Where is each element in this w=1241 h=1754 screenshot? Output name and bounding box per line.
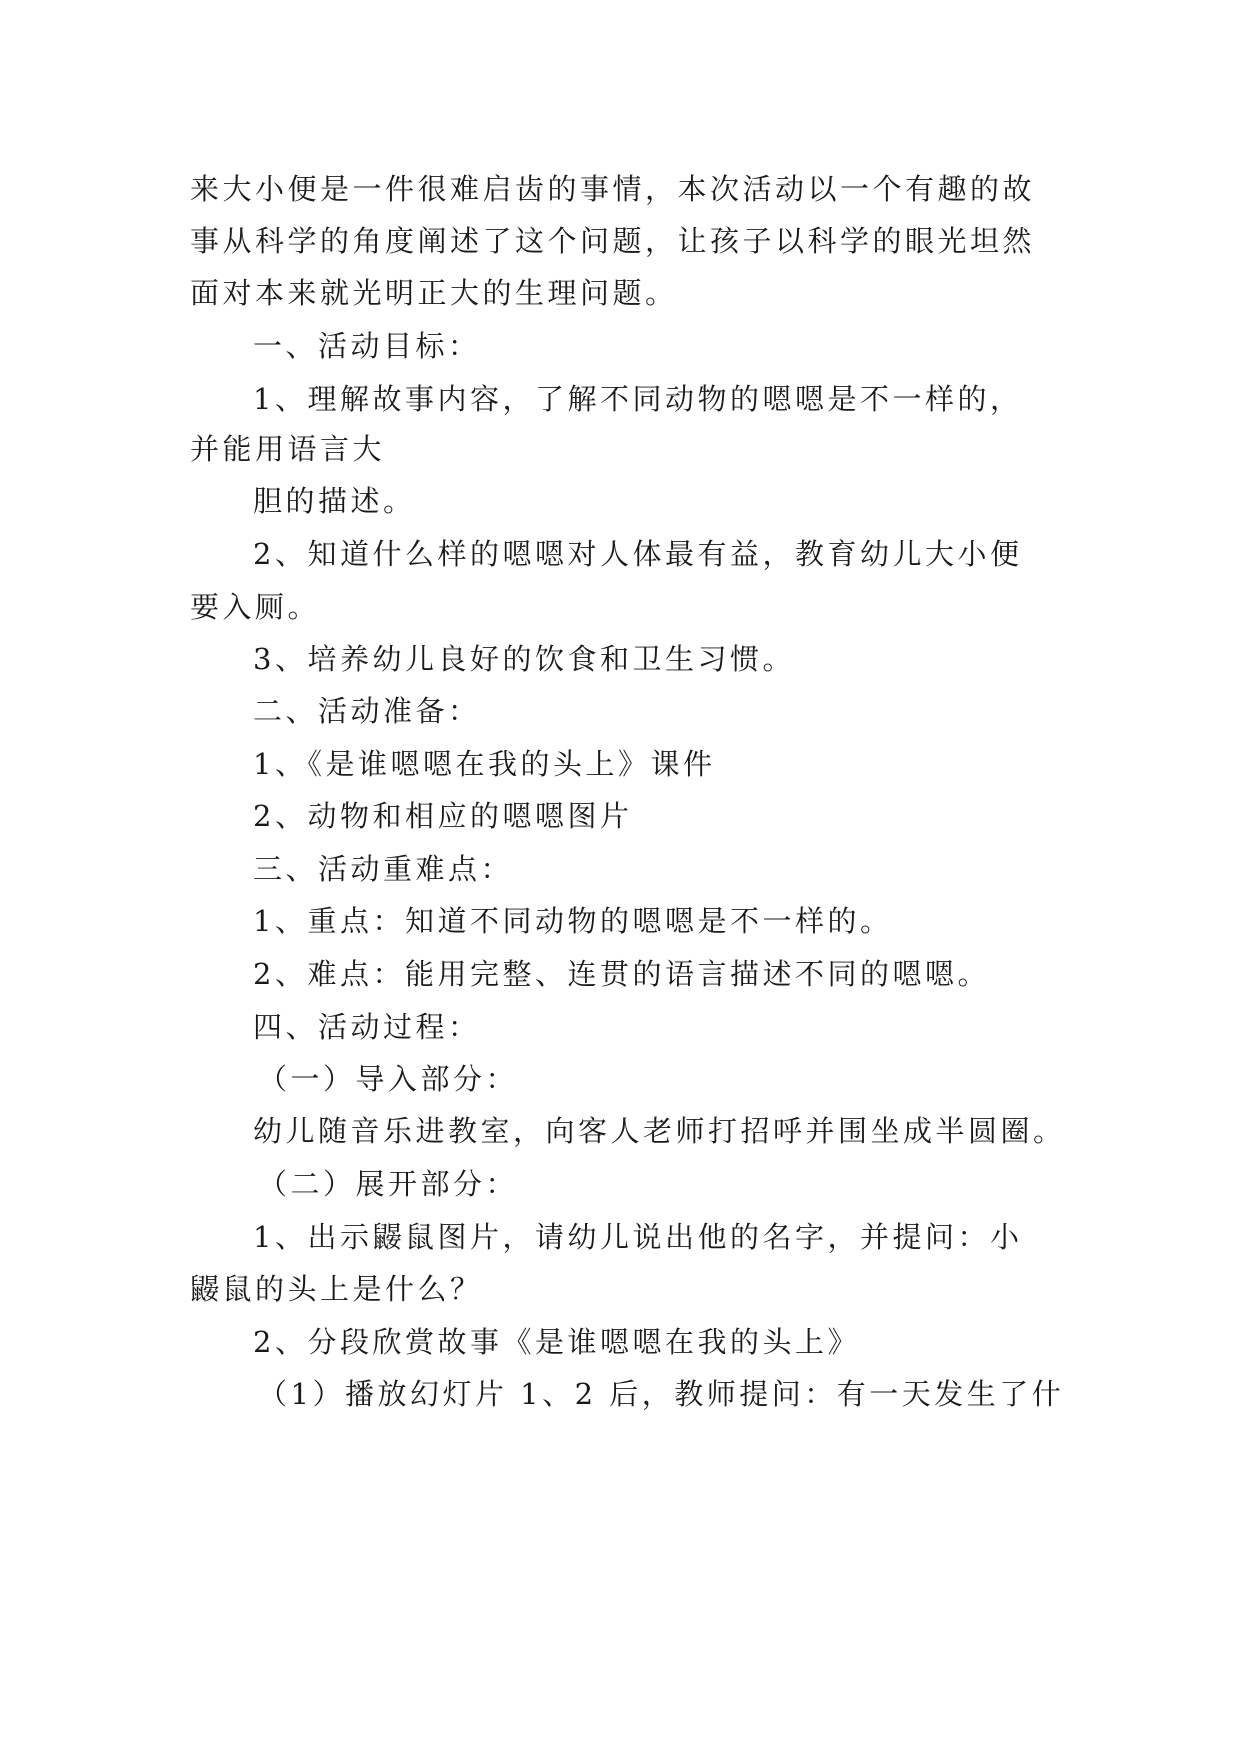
paragraph-line: 来大小便是一件很难启齿的事情，本次活动以一个有趣的故: [190, 172, 1036, 206]
paragraph-line: 并能用语言大: [190, 432, 386, 466]
section-heading: 四、活动过程：: [253, 1010, 481, 1044]
paragraph-line: 幼儿随音乐进教室，向客人老师打招呼并围坐成半圆圈。: [253, 1114, 1066, 1148]
paragraph-line: 胆的描述。: [253, 484, 416, 518]
paragraph-line: 要入厕。: [190, 590, 321, 624]
subsection-heading: （一）导入部分：: [258, 1062, 519, 1096]
paragraph-line: 2、难点：能用完整、连贯的语言描述不同的嗯嗯。: [253, 957, 990, 991]
paragraph-line: 面对本来就光明正大的生理问题。: [190, 276, 678, 310]
paragraph-line: 2、知道什么样的嗯嗯对人体最有益，教育幼儿大小便: [253, 537, 1023, 571]
paragraph-line: 2、动物和相应的嗯嗯图片: [253, 799, 633, 833]
paragraph-line: 3、培养幼儿良好的饮食和卫生习惯。: [253, 642, 795, 676]
paragraph-line: 事从科学的角度阐述了这个问题，让孩子以科学的眼光坦然: [190, 224, 1036, 258]
paragraph-line: 鼹鼠的头上是什么？: [190, 1272, 483, 1306]
paragraph-line: 1、出示鼹鼠图片，请幼儿说出他的名字，并提问：小: [253, 1220, 1023, 1254]
section-heading: 一、活动目标：: [253, 329, 481, 363]
subsection-heading: （二）展开部分：: [258, 1167, 519, 1201]
paragraph-line: 1、重点：知道不同动物的嗯嗯是不一样的。: [253, 904, 893, 938]
paragraph-line: 1、《是谁嗯嗯在我的头上》课件: [253, 747, 716, 781]
section-heading: 三、活动重难点：: [253, 852, 514, 886]
section-heading: 二、活动准备：: [253, 694, 481, 728]
paragraph-line: （1）播放幻灯片 1、2 后，教师提问：有一天发生了什: [258, 1377, 1065, 1411]
paragraph-line: 2、分段欣赏故事《是谁嗯嗯在我的头上》: [253, 1325, 860, 1359]
paragraph-line: 1、理解故事内容，了解不同动物的嗯嗯是不一样的，: [253, 382, 1023, 416]
